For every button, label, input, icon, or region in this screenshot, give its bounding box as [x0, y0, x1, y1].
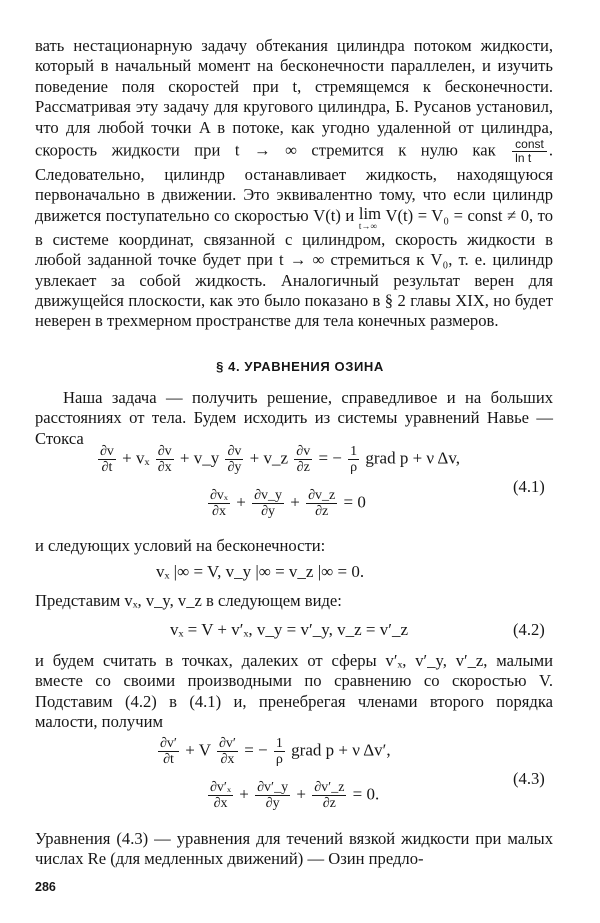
denominator: ∂y	[255, 795, 290, 811]
fraction	[348, 444, 359, 475]
denominator: ρ	[275, 752, 283, 767]
fraction-denominator: ln t	[512, 151, 547, 165]
equation-4-2-text: vₓ = V + v′ₓ, v_y = v′_y, v_z = v′_z	[170, 620, 409, 639]
equation-4-1-row1	[96, 444, 460, 475]
fraction	[274, 736, 285, 767]
numerator: 1	[275, 736, 283, 751]
term: = 0.	[352, 784, 380, 804]
denominator: ∂x	[217, 751, 238, 767]
term: + vₓ	[122, 448, 150, 468]
equation-infinity-text: vₓ |∞ = V, v_y |∞ = v_z |∞ = 0.	[156, 562, 365, 581]
numerator: ∂v	[157, 444, 172, 459]
limit-operator	[358, 203, 381, 231]
numerator: ∂v	[227, 444, 242, 459]
term: +	[239, 784, 249, 804]
equation-4-1-row2	[206, 488, 366, 519]
numerator: ∂v′_y	[257, 780, 289, 795]
paragraph-intro-part1: вать нестационарную задачу обтекания цилиндра потоком жидкости, который в начальный момент на бесконечности параллелен, и изучить поведение поля скоростей при t, стремящемся к бесконечности. Рассматривая эту задачу для кругового цилиндра, Б. Русанов установил, что для любой точки A в потоке, как угодно удаленной от цилиндра, скорость жидкости при t → ∞ стремится к нулю как	[35, 36, 553, 160]
fraction	[252, 488, 284, 519]
paragraph-represent	[35, 591, 553, 611]
paragraph-problem	[35, 388, 553, 449]
numerator: ∂v_y	[254, 488, 282, 503]
denominator: ∂z	[306, 503, 337, 519]
numerator: ∂v	[296, 444, 311, 459]
fraction	[208, 488, 230, 519]
equation-number: (4.1)	[513, 477, 545, 496]
term: = 0	[343, 492, 366, 512]
paragraph-substitute-text: и будем считать в точках, далеких от сферы v′ₓ, v′_y, v′_z, малыми вместе со своими производными по сравнению со скоростью V. Подставим (4.2) в (4.1) и, пренебрегая членами второго порядка малости, получим	[35, 651, 553, 732]
denominator: ∂x	[208, 795, 233, 811]
paragraph-conditions	[35, 536, 553, 556]
denominator: ∂x	[208, 503, 230, 519]
numerator: ∂v′	[218, 736, 236, 751]
section-heading: § 4. УРАВНЕНИЯ ОЗИНА	[216, 359, 384, 374]
term: grad p + ν Δv,	[365, 448, 461, 468]
numerator: ∂v′ₓ	[210, 780, 232, 795]
paragraph-substitute	[35, 651, 553, 733]
paragraph-intro-part3: V(t) = V₀ = const ≠ 0, то в системе координат, связанной с цилиндром, скорость жидкости в любой заданной точке будет при t → ∞ стремиться к V₀, т. е. цилиндр увлекает за собой жидкость. Аналогичный результат верен для движущейся плоскости, как это было показано в § 2 главы XIX, но будет неверен в трехмерном пространстве для тела конечных размеров.	[35, 205, 554, 331]
numerator: ∂v	[100, 444, 114, 459]
fraction	[217, 736, 238, 767]
denominator: ∂z	[312, 795, 346, 811]
term: + V	[185, 740, 211, 760]
term: grad p + ν Δv′,	[291, 740, 391, 760]
numerator: ∂v′_z	[314, 780, 345, 795]
paragraph-intro-part2: . Следовательно, цилиндр останавливает жидкость, находящуюся первоначально в движении. Это эквивалентно тому, что если цилиндр движется поступательно со скоростью V(t) и	[35, 140, 554, 225]
denominator: ∂t	[98, 459, 116, 475]
term: = −	[318, 448, 342, 468]
limit-word: lim	[358, 203, 381, 223]
fraction	[208, 780, 233, 811]
term: + v_z	[249, 448, 289, 468]
denominator: ∂y	[252, 503, 284, 519]
term: +	[236, 492, 246, 512]
paragraph-oseen-text: Уравнения (4.3) — уравнения для течений вязкой жидкости при малых числах Re (для медленных движений) — Озин предло-	[35, 829, 553, 869]
paragraph-oseen	[35, 829, 553, 870]
numerator: 1	[350, 444, 358, 459]
fraction	[294, 444, 312, 475]
term: = −	[244, 740, 268, 760]
fraction	[98, 444, 116, 475]
fraction	[306, 488, 337, 519]
equation-number: (4.3)	[513, 769, 545, 788]
numerator: ∂v′	[160, 736, 177, 751]
fraction-numerator: const	[515, 137, 544, 152]
denominator: ρ	[350, 460, 358, 475]
denominator: ∂y	[227, 460, 242, 475]
const-over-ln-t-fraction	[512, 138, 547, 165]
limit-subscript: t→∞	[358, 220, 377, 231]
fraction	[312, 780, 346, 811]
fraction	[225, 444, 243, 475]
equation-number: (4.2)	[513, 620, 545, 639]
denominator: ∂z	[294, 459, 312, 475]
numerator: ∂v_z	[308, 488, 336, 503]
term: +	[296, 784, 306, 804]
fraction	[255, 780, 290, 811]
denominator: ∂x	[157, 460, 172, 475]
denominator: ∂t	[158, 751, 179, 767]
fraction	[156, 444, 174, 475]
paragraph-problem-text: Наша задача — получить решение, справедливое и на больших расстояниях от тела. Будем исходить из системы уравнений Навье — Стокса	[35, 388, 553, 448]
paragraph-conditions-text: и следующих условий на бесконечности:	[35, 536, 326, 555]
term: +	[290, 492, 300, 512]
term: + v_y	[179, 448, 220, 468]
page-number: 286	[35, 880, 56, 894]
equation-4-3-row2	[206, 780, 379, 811]
numerator: ∂vₓ	[210, 488, 228, 503]
paragraph-intro	[35, 36, 553, 332]
fraction	[158, 736, 179, 767]
equation-4-3-row1	[156, 736, 391, 767]
paragraph-represent-text: Представим vₓ, v_y, v_z в следующем виде:	[35, 591, 342, 610]
